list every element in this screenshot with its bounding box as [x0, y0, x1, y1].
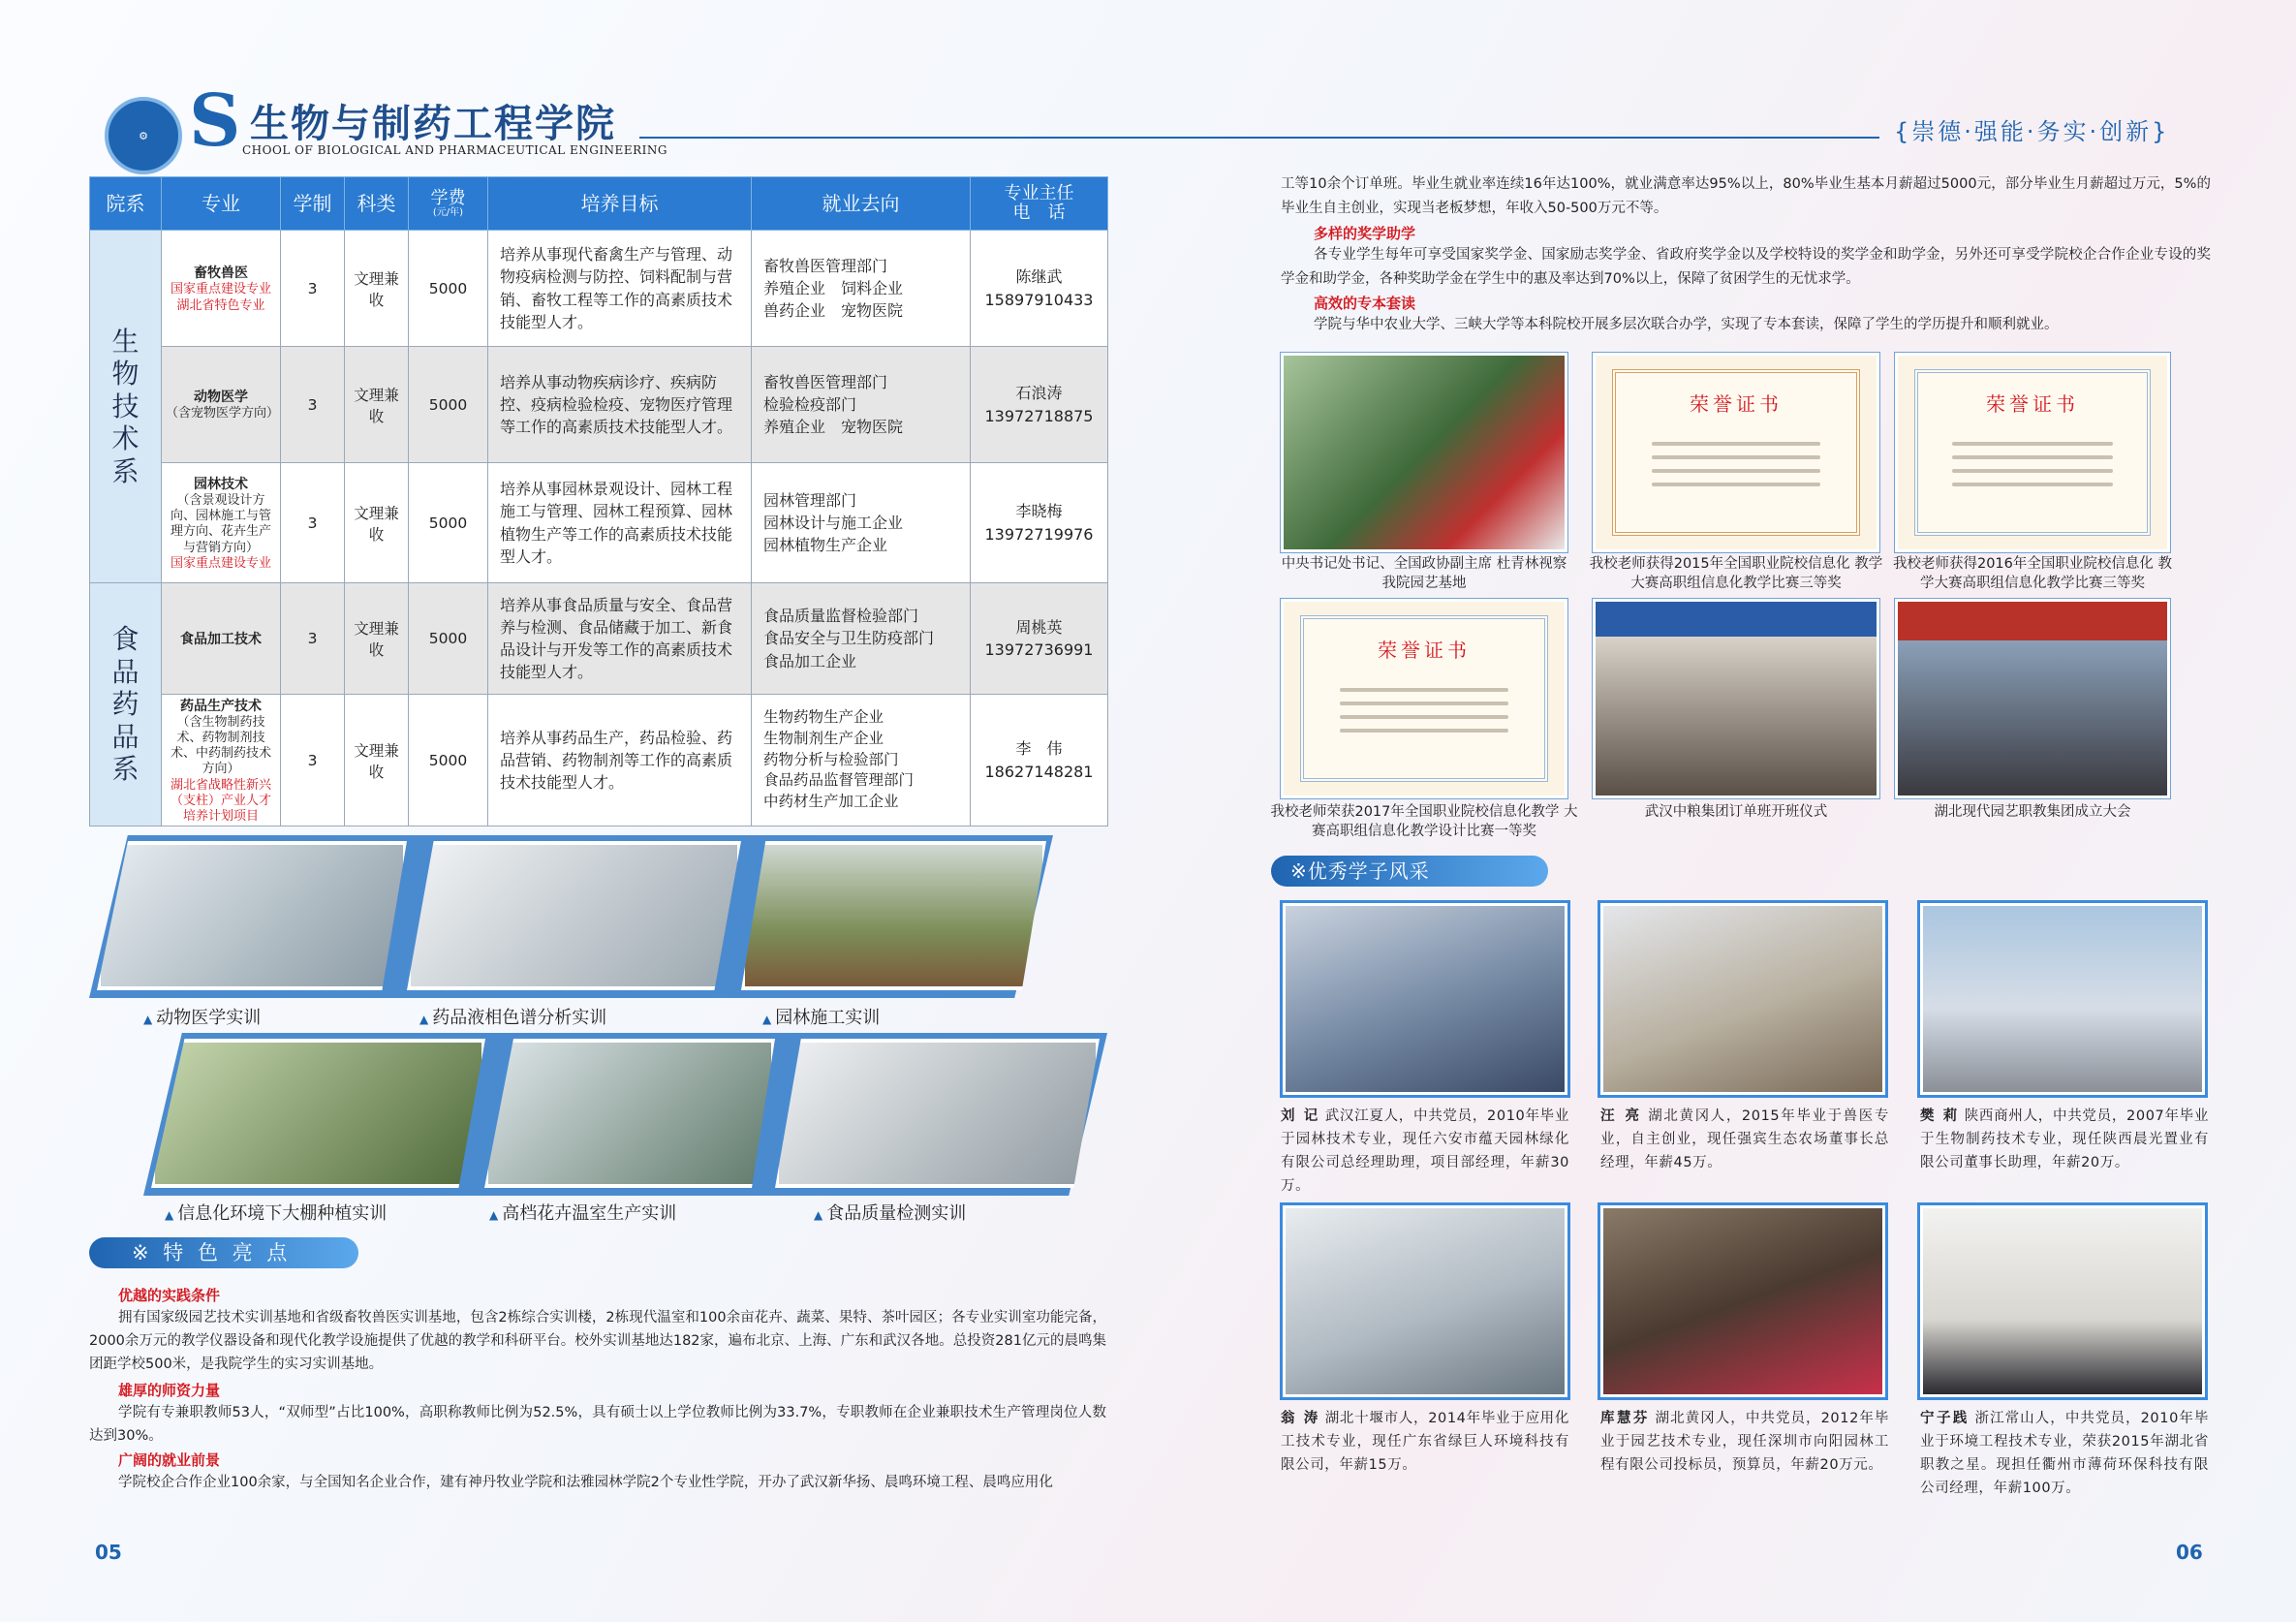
- director-name: 周桃英: [1015, 617, 1063, 637]
- major-name: 园林技术: [194, 476, 248, 492]
- director-cell: [971, 231, 1108, 347]
- dept-label: 食品药品系: [111, 623, 140, 786]
- student-name: 库慧芬: [1600, 1411, 1650, 1426]
- students-title: ※优秀学子风采: [1271, 856, 1548, 887]
- student-name: 翁 涛: [1281, 1411, 1320, 1426]
- certificate-frame: [1300, 615, 1547, 782]
- major-name: 动物医学: [194, 390, 248, 406]
- director-label: 专业主任: [1004, 183, 1074, 204]
- years-cell: 3: [281, 231, 345, 347]
- job-item: 养殖企业 饲料企业: [763, 278, 904, 297]
- table-header-row: [90, 177, 1108, 231]
- job-item: 生物制剂生产企业: [763, 729, 884, 747]
- student-desc: 湖北黄冈人，中共党员，2012年毕业于园艺技术专业，现任深圳市向阳园林工程有限公司投标员，预算员，年薪20万元。: [1600, 1411, 1889, 1473]
- col-header-years: 学制: [281, 177, 345, 231]
- dept-label: 生物技术系: [111, 325, 140, 487]
- caption-text: 食品质量检测实训: [826, 1203, 967, 1224]
- student-photo: [1600, 903, 1885, 1095]
- student-desc: 浙江常山人，中共党员，2010年毕业于环境工程技术专业，荣获2015年湖北省职教之星。现担任衢州市薄荷环保科技有限公司经理，年薪100万。: [1920, 1411, 2209, 1496]
- intro-text-3: 学院与华中农业大学、三峡大学等本科院校开展多层次联合办学，实现了专本套读，保障了学生的学历提升和顺利就业。: [1314, 317, 2059, 332]
- student-desc: 湖北黄冈人，2015年毕业于兽医专业，自主创业，现任强宾生态农场董事长总经理，年薪45万。: [1600, 1108, 1889, 1170]
- student-desc: 武汉江夏人，中共党员，2010年毕业于园林技术专业，现任六安市蕴天园林绿化有限公司总经理助理，项目部经理，年薪30万。: [1281, 1108, 1569, 1194]
- certificate-lines: [1340, 678, 1507, 742]
- years-cell: 3: [281, 347, 345, 463]
- jobs-cell: [752, 695, 971, 827]
- highlight-heading: 广阔的就业前景: [118, 1451, 221, 1469]
- director-cell: [971, 347, 1108, 463]
- director-cell: [971, 463, 1108, 583]
- highlight-heading: 优越的实践条件: [118, 1287, 221, 1304]
- training-photo: [407, 841, 741, 990]
- student-desc: 陕西商州人，中共党员，2007年毕业于生物制药技术专业，现任陕西晨光置业有限公司董事长助理，年薪20万。: [1920, 1108, 2209, 1170]
- major-name: 药品生产技术: [180, 698, 262, 714]
- gallery-caption: 湖北现代园艺职教集团成立大会: [1934, 804, 2131, 820]
- col-header-director: [971, 177, 1108, 231]
- category-cell: 文理兼收: [345, 231, 409, 347]
- table-row: [90, 695, 1108, 827]
- jobs-cell: [752, 463, 971, 583]
- col-header-fee: [409, 177, 488, 231]
- table-row: [90, 231, 1108, 347]
- student-bio: [1920, 1105, 2209, 1174]
- gallery-caption: 我校老师荣获2017年全国职业院校信息化教学 大赛高职组信息化教学设计比赛一等奖: [1270, 804, 1578, 839]
- col-header-goal: 培养目标: [488, 177, 752, 231]
- col-header-dept: 院系: [90, 177, 162, 231]
- gallery-caption: 我校老师获得2015年全国职业院校信息化 教学大赛高职组信息化教学比赛三等奖: [1589, 556, 1883, 591]
- majors-table: [89, 176, 1108, 827]
- college-title: 生物与制药工程学院: [250, 101, 616, 146]
- fee-unit: (元/年): [432, 207, 464, 219]
- director-name: 李 伟: [1015, 739, 1063, 759]
- certificate-title: 荣誉证书: [1986, 392, 2079, 416]
- director-cell: [971, 695, 1108, 827]
- logo-letter: S: [189, 79, 241, 163]
- goal-cell: 培养从事药品生产，药品检验、药品营销、药物制剂等工作的高素质技术技能型人才。: [488, 695, 752, 827]
- job-item: 食品安全与卫生防疫部门: [763, 629, 935, 648]
- caption-text: 高档花卉温室生产实训: [502, 1203, 677, 1224]
- training-caption: [489, 1200, 676, 1225]
- job-item: 园林设计与施工企业: [763, 513, 904, 532]
- fee-cell: 5000: [409, 583, 488, 695]
- director-phone: 13972718875: [984, 406, 1094, 425]
- phone-label: 电 话: [1012, 203, 1066, 223]
- category-cell: 文理兼收: [345, 463, 409, 583]
- goal-cell: 培养从事动物疾病诊疗、疾病防控、疫病检验检疫、宠物医疗管理等工作的高素质技术技能型人才。: [488, 347, 752, 463]
- table-row: [90, 463, 1108, 583]
- training-photo: [775, 1039, 1100, 1188]
- gallery-caption: 武汉中粮集团订单班开班仪式: [1644, 804, 1828, 820]
- triangle-icon: ▲: [165, 1208, 174, 1222]
- years-cell: 3: [281, 695, 345, 827]
- training-photo: [484, 1039, 775, 1188]
- training-caption: [143, 1004, 261, 1029]
- col-header-category: 科类: [345, 177, 409, 231]
- director-name: 李晓梅: [1015, 502, 1063, 521]
- triangle-icon: ▲: [143, 1013, 153, 1026]
- job-item: 兽药企业 宠物医院: [763, 301, 904, 321]
- caption-text: 药品液相色谱分析实训: [432, 1008, 607, 1028]
- director-cell: [971, 583, 1108, 695]
- training-caption: [762, 1004, 880, 1029]
- job-item: 畜牧兽医管理部门: [763, 372, 888, 391]
- college-logo: ⚙: [105, 97, 182, 174]
- col-header-jobs: 就业去向: [752, 177, 971, 231]
- job-item: 生物药物生产企业: [763, 708, 884, 727]
- training-photo: [741, 841, 1046, 990]
- gallery-photo: [1895, 599, 2170, 798]
- student-photo: [1600, 1205, 1885, 1397]
- highlight-text: 学院校企合作企业100余家，与全国知名企业合作，建有神丹牧业学院和法雅园林学院2个专业性学院，开办了武汉新华扬、晨鸣环境工程、晨鸣应用化: [118, 1475, 1053, 1490]
- fee-cell: 5000: [409, 231, 488, 347]
- table-row: [90, 583, 1108, 695]
- major-direction: （含生物制药技术、药物制剂技术、中药制药技术方向）: [170, 714, 271, 777]
- major-name: 食品加工技术: [180, 632, 262, 647]
- director-phone: 18627148281: [984, 762, 1094, 781]
- student-bio: [1920, 1407, 2209, 1500]
- page-number-left: 05: [95, 1541, 122, 1564]
- header-divider: [639, 137, 1879, 139]
- triangle-icon: ▲: [762, 1013, 772, 1026]
- director-phone: 15897910433: [984, 290, 1094, 309]
- training-caption: [419, 1004, 606, 1029]
- caption-text: 动物医学实训: [156, 1008, 262, 1028]
- job-item: 食品质量监督检验部门: [763, 607, 919, 626]
- motto: {崇德·强能·务实·创新}: [1894, 118, 2170, 145]
- major-cell: [162, 231, 281, 347]
- student-photo: [1283, 1205, 1567, 1397]
- fee-cell: 5000: [409, 695, 488, 827]
- student-bio: [1600, 1105, 1889, 1174]
- director-name: 石浪涛: [1015, 384, 1063, 403]
- student-photo: [1920, 1205, 2205, 1397]
- certificate-frame: [1914, 369, 2152, 536]
- certificate-image: [1593, 353, 1879, 552]
- category-cell: 文理兼收: [345, 695, 409, 827]
- major-direction: （含宠物医学方向）: [166, 406, 280, 421]
- student-bio: [1600, 1407, 1889, 1477]
- major-honor: 湖北省战略性新兴（支柱）产业人才培养计划项目: [170, 777, 271, 825]
- major-cell: [162, 463, 281, 583]
- director-phone: 13972736991: [984, 640, 1094, 659]
- years-cell: 3: [281, 583, 345, 695]
- jobs-cell: [752, 583, 971, 695]
- student-name: 樊 莉: [1920, 1108, 1960, 1124]
- job-item: 食品加工企业: [763, 651, 857, 671]
- major-honor: 国家重点建设专业: [170, 555, 271, 571]
- certificate-title: 荣誉证书: [1378, 639, 1471, 662]
- major-honor: 国家重点建设专业 湖北省特色专业: [170, 282, 271, 313]
- certificate-image: [1895, 353, 2170, 552]
- training-photo: [151, 1039, 485, 1188]
- goal-cell: 培养从事食品质量与安全、食品营养与检测、食品储藏于加工、新食品设计与开发等工作的高素质技术技能型人才。: [488, 583, 752, 695]
- certificate-lines: [1652, 432, 1819, 496]
- student-photo: [1920, 903, 2205, 1095]
- job-item: 药物分析与检验部门: [763, 750, 899, 768]
- highlights-title: ※ 特 色 亮 点: [89, 1237, 358, 1268]
- intro-heading-3: 高效的专本套读: [1314, 295, 1416, 312]
- fee-cell: 5000: [409, 347, 488, 463]
- major-name: 畜牧兽医: [194, 265, 248, 282]
- page-number-right: 06: [2176, 1541, 2203, 1564]
- category-cell: 文理兼收: [345, 583, 409, 695]
- certificate-frame: [1612, 369, 1859, 536]
- major-cell: [162, 695, 281, 827]
- jobs-cell: [752, 231, 971, 347]
- gallery-caption: 我校老师获得2016年全国职业院校信息化 教学大赛高职组信息化教学比赛三等奖: [1892, 556, 2172, 591]
- years-cell: 3: [281, 463, 345, 583]
- job-item: 畜牧兽医管理部门: [763, 256, 888, 275]
- dept-food-drug: [90, 583, 162, 827]
- dept-biotech: [90, 231, 162, 583]
- highlight-text: 学院有专兼职教师53人，“双师型”占比100%，高职称教师比例为52.5%，具有硕士以上学位教师比例为33.7%，专职教师在企业兼职技术生产管理岗位人数达到30%。: [89, 1405, 1106, 1444]
- training-caption: [165, 1200, 387, 1225]
- student-desc: 湖北十堰市人，2014年毕业于应用化工技术专业，现任广东省绿巨人环境科技有限公司，年薪15万。: [1281, 1411, 1569, 1473]
- caption-text: 园林施工实训: [775, 1008, 881, 1028]
- certificate-image: [1281, 599, 1567, 798]
- gallery-photo: [1593, 599, 1879, 798]
- triangle-icon: ▲: [814, 1208, 823, 1222]
- caption-text: 信息化环境下大棚种植实训: [177, 1203, 388, 1224]
- student-name: 汪 亮: [1600, 1108, 1643, 1124]
- highlight-heading: 雄厚的师资力量: [118, 1382, 221, 1399]
- fee-cell: 5000: [409, 463, 488, 583]
- certificate-title: 荣誉证书: [1690, 392, 1783, 416]
- major-direction: （含景观设计方向、园林施工与管理方向、花卉生产与营销方向）: [170, 492, 271, 555]
- training-photo: [97, 841, 407, 990]
- student-name: 宁子践: [1920, 1411, 1970, 1426]
- student-bio: [1281, 1407, 1569, 1477]
- jobs-cell: [752, 347, 971, 463]
- gallery-caption: 中央书记处书记、全国政协副主席 杜青林视察我院园艺基地: [1281, 556, 1567, 591]
- highlight-text: 拥有国家级园艺技术实训基地和省级畜牧兽医实训基地，包含2栋综合实训楼，2栋现代温室和100余亩花卉、蔬菜、果特、茶叶园区；各专业实训室功能完备，2000余万元的教学仪器设备和现代化教学设施提供了优越的教学和科研平台。校外实训基地达182家，遍布北京、上海、广东和武汉各地。总投资281亿元的晨鸣集团距学校500米，是我院学生的实习实训基地。: [89, 1310, 1106, 1372]
- training-caption: [814, 1200, 966, 1225]
- student-bio: [1281, 1105, 1569, 1198]
- job-item: 园林植物生产企业: [763, 536, 888, 555]
- major-cell: [162, 347, 281, 463]
- table-row: [90, 347, 1108, 463]
- student-photo: [1283, 903, 1567, 1095]
- triangle-icon: ▲: [419, 1013, 429, 1026]
- triangle-icon: ▲: [489, 1208, 499, 1222]
- job-item: 养殖企业 宠物医院: [763, 418, 904, 437]
- job-item: 中药材生产加工企业: [763, 793, 899, 811]
- gallery-photo: [1281, 353, 1567, 552]
- intro-text-2: 各专业学生每年可享受国家奖学金、国家励志奖学金、省政府奖学金以及学校特设的奖学金和助学金，另外还可享受学院校企合作企业专设的奖学金和助学金，各种奖助学金在学生中的惠及率达到70%以上，保障了贫困学生的无忧求学。: [1281, 247, 2211, 287]
- certificate-lines: [1952, 432, 2113, 496]
- category-cell: 文理兼收: [345, 347, 409, 463]
- job-item: 园林管理部门: [763, 490, 857, 510]
- intro-text-1: 工等10余个订单班。毕业生就业率连续16年达100%，就业满意率达95%以上，80%毕业生基本月薪超过5000元，部分毕业生月薪超过万元，5%的毕业生自主创业，实现当老板梦想，年收入50-500万元不等。: [1281, 176, 2211, 216]
- job-item: 食品药品监督管理部门: [763, 771, 915, 790]
- goal-cell: 培养从事园林景观设计、园林工程施工与管理、园林工程预算、园林植物生产等工作的高素质技术技能型人才。: [488, 463, 752, 583]
- college-english-name: CHOOL OF BIOLOGICAL AND PHARMACEUTICAL ENGINEERING: [242, 143, 667, 157]
- student-name: 刘 记: [1281, 1108, 1320, 1124]
- fee-label: 学费: [430, 187, 466, 208]
- major-cell: [162, 583, 281, 695]
- director-name: 陈继武: [1015, 267, 1063, 287]
- goal-cell: 培养从事现代畜禽生产与管理、动物疫病检测与防控、饲料配制与营销、畜牧工程等工作的高素质技术技能型人才。: [488, 231, 752, 347]
- job-item: 检验检疫部门: [763, 394, 857, 414]
- director-phone: 13972719976: [984, 524, 1094, 544]
- col-header-major: 专业: [162, 177, 281, 231]
- intro-heading-2: 多样的奖学助学: [1314, 225, 1416, 242]
